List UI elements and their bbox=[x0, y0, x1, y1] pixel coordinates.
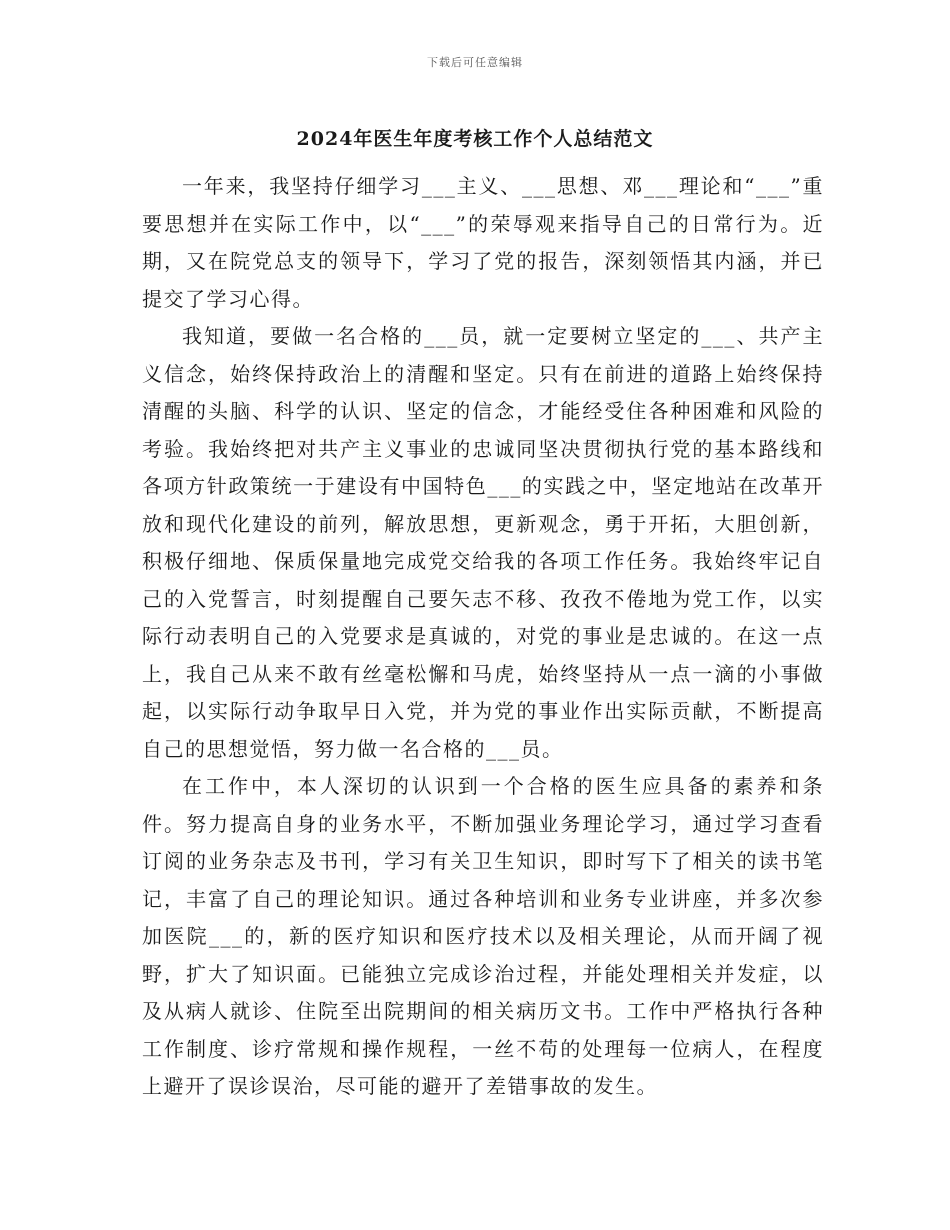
paragraph-2: 我知道，要做一名合格的___员，就一定要树立坚定的___、共产主义信念，始终保持政治上的清醒和坚定。只有在前进的道路上始终保持清醒的头脑、科学的认识、坚定的信念，才能经受住各种困难和风险的考验。我始终把对共产主义事业的忠诚同坚决贯彻执行党的基本路线和各项方针政策统一于建设有中国特色___的实践之中，坚定地站在改革开放和现代化建设的前列，解放思想，更新观念，勇于开拓，大胆创新，积极仔细地、保质保量地完成党交给我的各项工作任务。我始终牢记自己的入党誓言，时刻提醒自己要矢志不移、孜孜不倦地为党工作，以实际行动表明自己的入党要求是真诚的，对党的事业是忠诚的。在这一点上，我自己从来不敢有丝毫松懈和马虎，始终坚持从一点一滴的小事做起，以实际行动争取早日入党，并为党的事业作出实际贡献，不断提高自己的思想觉悟，努力做一名合格的___员。 bbox=[142, 324, 824, 761]
document-body bbox=[142, 168, 824, 1106]
paragraph-1: 一年来，我坚持仔细学习___主义、___思想、邓___理论和“___”重要思想并在实际工作中，以“___”的荣辱观来指导自己的日常行为。近期，又在院党总支的领导下，学习了党的报告，深刻领悟其内涵，并已提交了学习心得。 bbox=[142, 174, 824, 311]
header-note: 下载后可任意编辑 bbox=[427, 56, 523, 69]
paragraph-3: 在工作中，本人深切的认识到一个合格的医生应具备的素养和条件。努力提高自身的业务水平，不断加强业务理论学习，通过学习查看订阅的业务杂志及书刊，学习有关卫生知识，即时写下了相关的读书笔记，丰富了自己的理论知识。通过各种培训和业务专业讲座，并多次参加医院___的，新的医疗知识和医疗技术以及相关理论，从而开阔了视野，扩大了知识面。已能独立完成诊治过程，并能处理相关并发症，以及从病人就诊、住院至出院期间的相关病历文书。工作中严格执行各种工作制度、诊疗常规和操作规程，一丝不苟的处理每一位病人，在程度上避开了误诊误治，尽可能的避开了差错事故的发生。 bbox=[142, 774, 824, 1098]
document-title: 2024年医生年度考核工作个人总结范文 bbox=[296, 128, 654, 150]
